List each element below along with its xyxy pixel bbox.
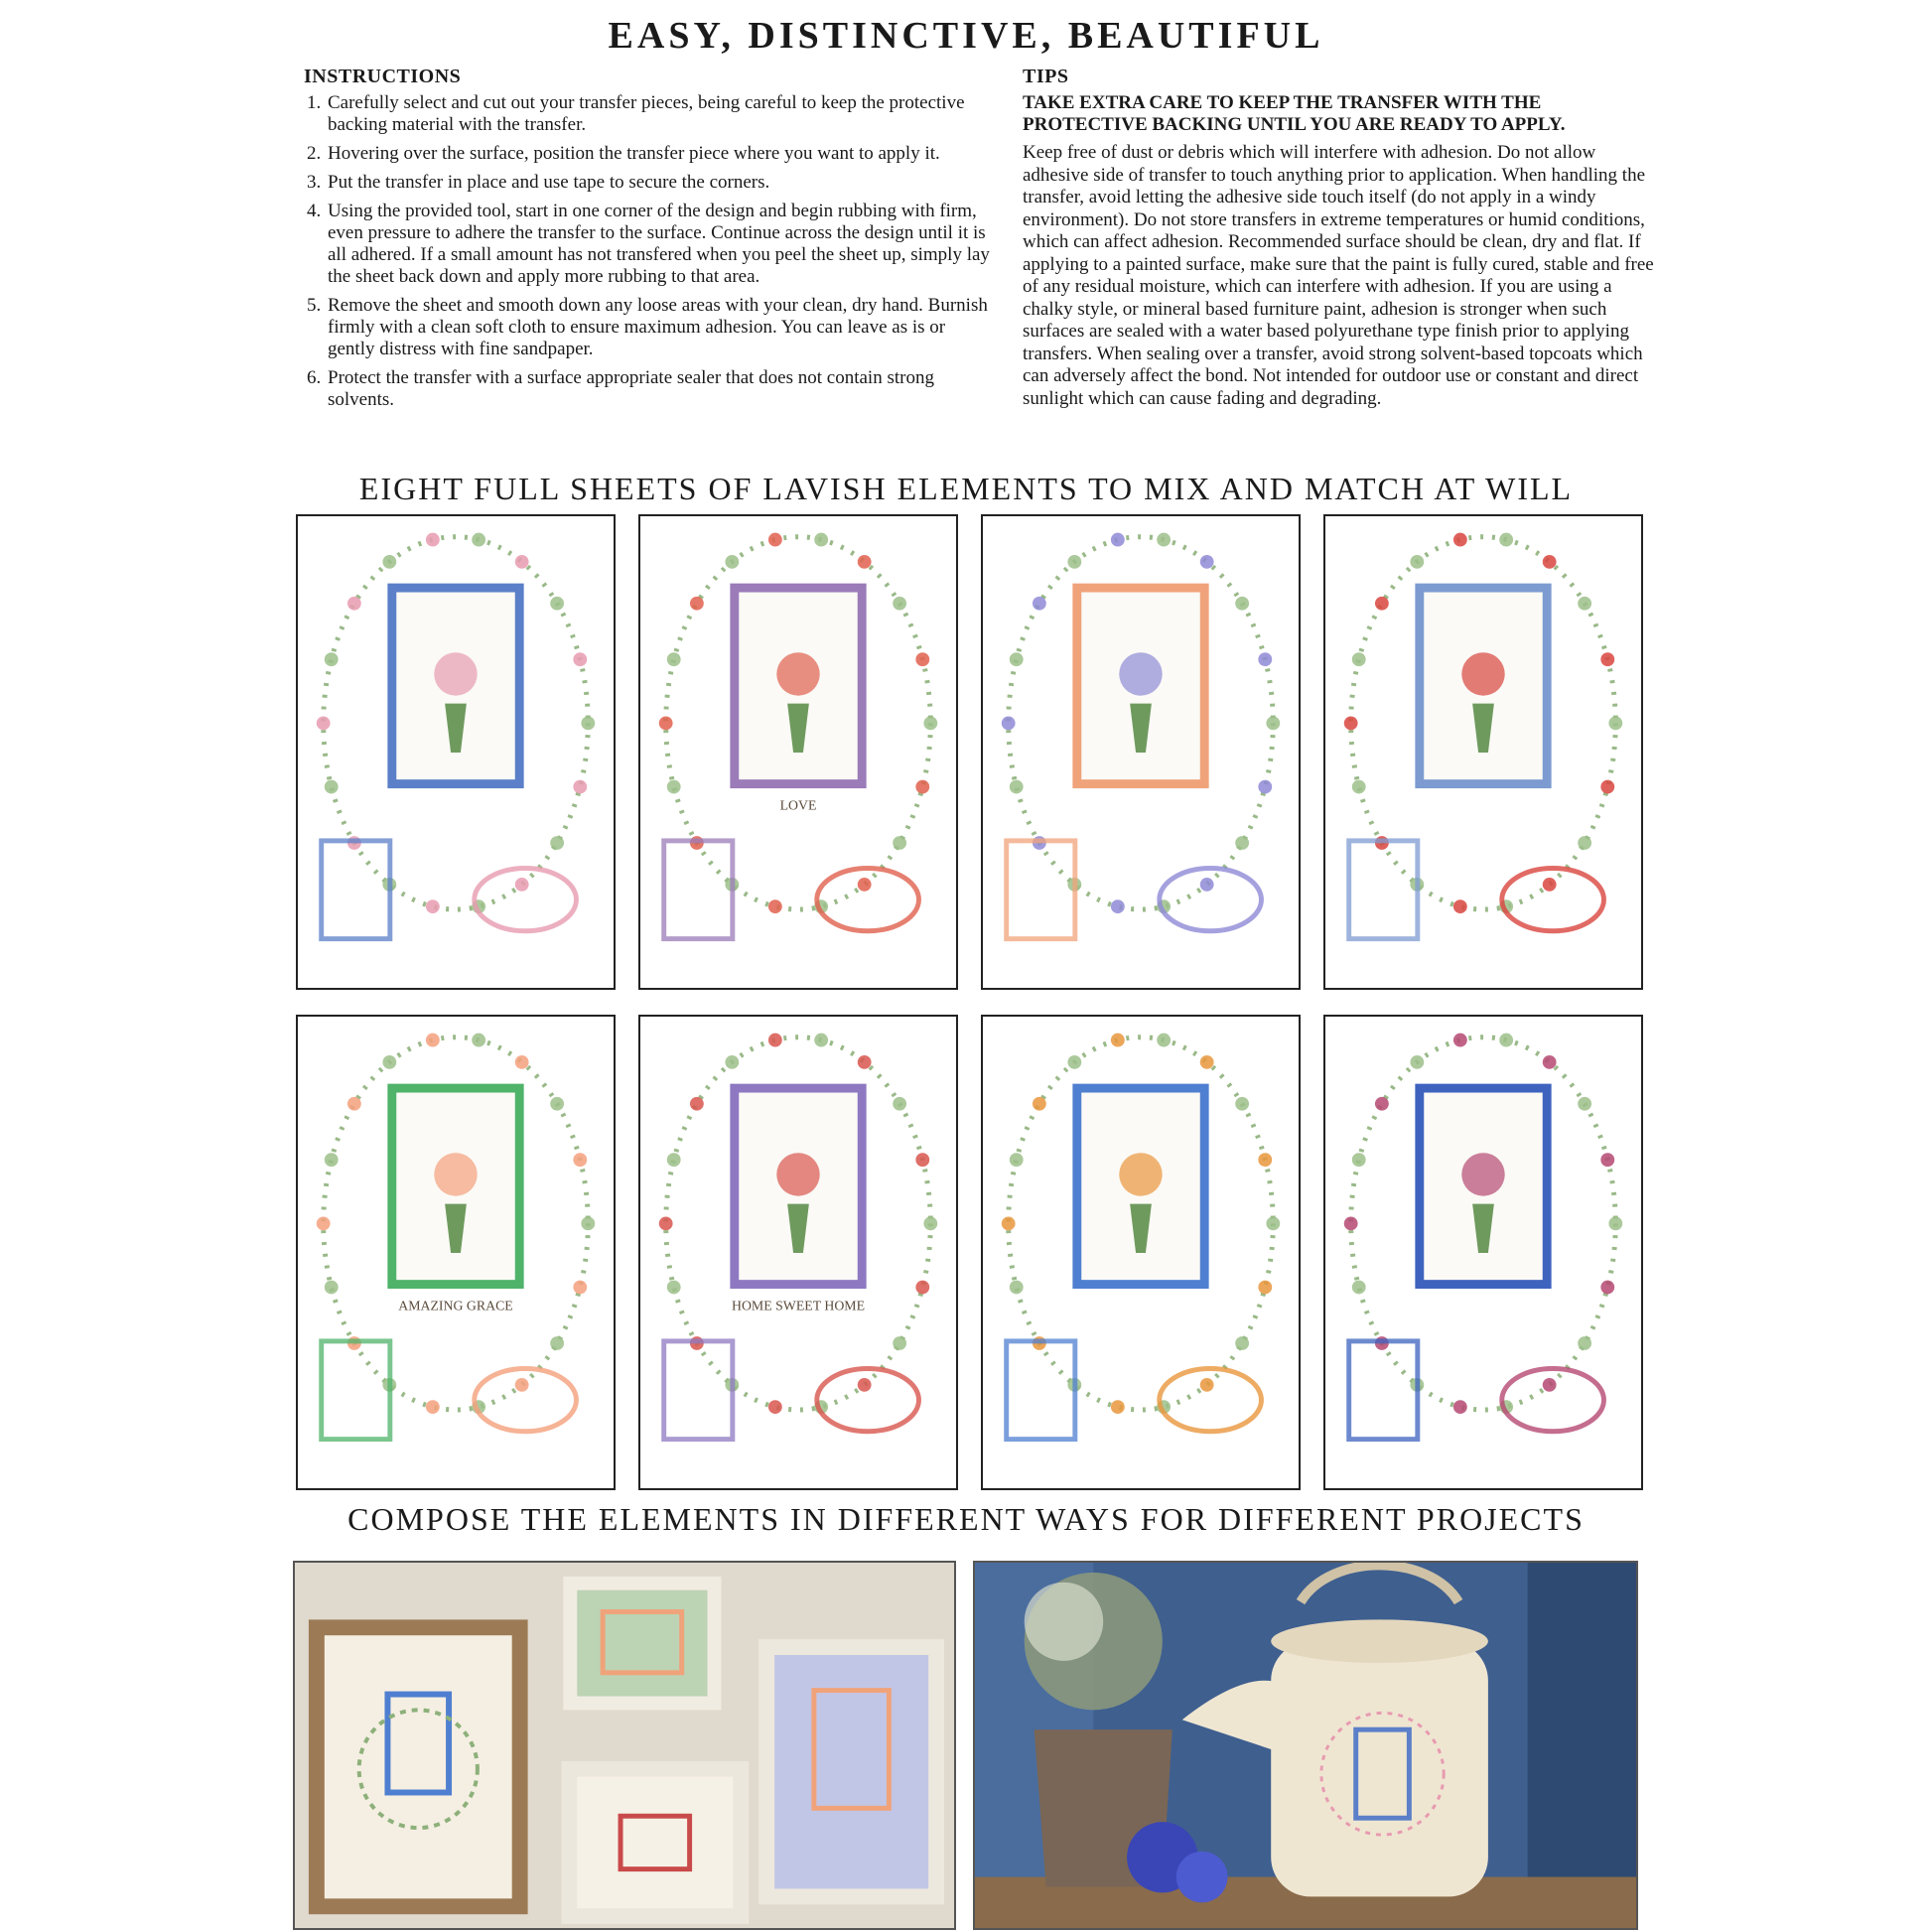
transfer-sheet-4 — [1323, 514, 1643, 990]
photo-enamel-pitcher — [973, 1561, 1638, 1930]
instructions-list — [304, 92, 995, 411]
tips-emphasis: TAKE EXTRA CARE TO KEEP THE TRANSFER WITH THE PROTECTIVE BACKING UNTIL YOU ARE READY TO APPLY. — [1023, 92, 1566, 135]
instruction-step: 4. Using the provided tool, start in one corner of the design and begin rubbing with firm, even pressure to adhere the transfer to the surface. Continue across the design until it is all adhered. If a small amount has not transfered when you peel the sheet up, simply lay the sheet back down and apply more rubbing to that area. — [326, 201, 995, 288]
transfer-sheet-5 — [296, 1015, 616, 1490]
page-title: EASY, DISTINCTIVE, BEAUTIFUL — [608, 15, 1324, 57]
transfer-sheet-1 — [296, 514, 616, 990]
sheets-heading: EIGHT FULL SHEETS OF LAVISH ELEMENTS TO MIX AND MATCH AT WILL — [358, 471, 1574, 506]
transfer-sheet-7 — [981, 1015, 1301, 1490]
instruction-step: 1. Carefully select and cut out your transfer pieces, being careful to keep the protective backing material with the transfer. — [326, 92, 995, 136]
sheet-illustration — [640, 1017, 956, 1488]
instruction-step: 2. Hovering over the surface, position the transfer piece where you want to apply it. — [326, 143, 995, 165]
instruction-step: 6. Protect the transfer with a surface appropriate sealer that does not contain strong solvents. — [326, 367, 995, 411]
transfer-sheet-8 — [1323, 1015, 1643, 1490]
sheet-banner-text: AMAZING GRACE — [398, 1298, 513, 1313]
sheet-illustration — [1325, 1017, 1641, 1488]
sheet-illustration — [983, 1017, 1299, 1488]
compose-heading: COMPOSE THE ELEMENTS IN DIFFERENT WAYS FOR DIFFERENT PROJECTS — [347, 1501, 1585, 1537]
instructions-section — [304, 66, 995, 418]
sheet-illustration — [298, 516, 614, 988]
pitcher-illustration — [975, 1563, 1636, 1928]
transfer-sheet-6 — [638, 1015, 958, 1490]
sheet-illustration — [298, 1017, 614, 1488]
transfer-sheet-2 — [638, 514, 958, 990]
framed-transfers-illustration — [295, 1563, 954, 1928]
instruction-step: 3. Put the transfer in place and use tape to secure the corners. — [326, 172, 995, 194]
sheet-illustration — [983, 516, 1299, 988]
instruction-step: 5. Remove the sheet and smooth down any loose areas with your clean, dry hand. Burnish firmly with a clean soft cloth to ensure maximum adhesion. You can leave as is or gently distress with fine sandpaper. — [326, 295, 995, 360]
tips-heading: TIPS — [1023, 66, 1069, 87]
tips-section — [1023, 66, 1658, 410]
sheet-illustration — [1325, 516, 1641, 988]
sheet-banner-text: LOVE — [779, 797, 817, 813]
transfer-sheet-3 — [981, 514, 1301, 990]
instructions-heading: INSTRUCTIONS — [304, 66, 462, 87]
tips-body: Keep free of dust or debris which will interfere with adhesion. Do not allow adhesive side of transfer to touch anything prior to application. When handling the transfer, avoid letting the adhesive side touch itself (do not apply in a windy environment). Do not store transfers in extreme temperatures or humid conditions, which can affect adhesion. Recommended surface should be clean, dry and flat. If applying to a painted surface, make sure that the paint is fully cured, stable and free of any residual moisture, which can interfere with adhesion. If you are using a chalky style, or mineral based furniture paint, adhesion is stronger when such surfaces are sealed with a water based polyurethane type finish prior to applying transfers. When sealing over a transfer, avoid strong solvent-based topcoats which can adversely affect the bond. Not intended for outdoor use or constant and direct sunlight which can cause fading and degrading. — [1023, 142, 1654, 409]
photo-framed-transfers — [293, 1561, 956, 1930]
sheet-banner-text: HOME SWEET HOME — [731, 1298, 866, 1313]
sheet-illustration — [640, 516, 956, 988]
